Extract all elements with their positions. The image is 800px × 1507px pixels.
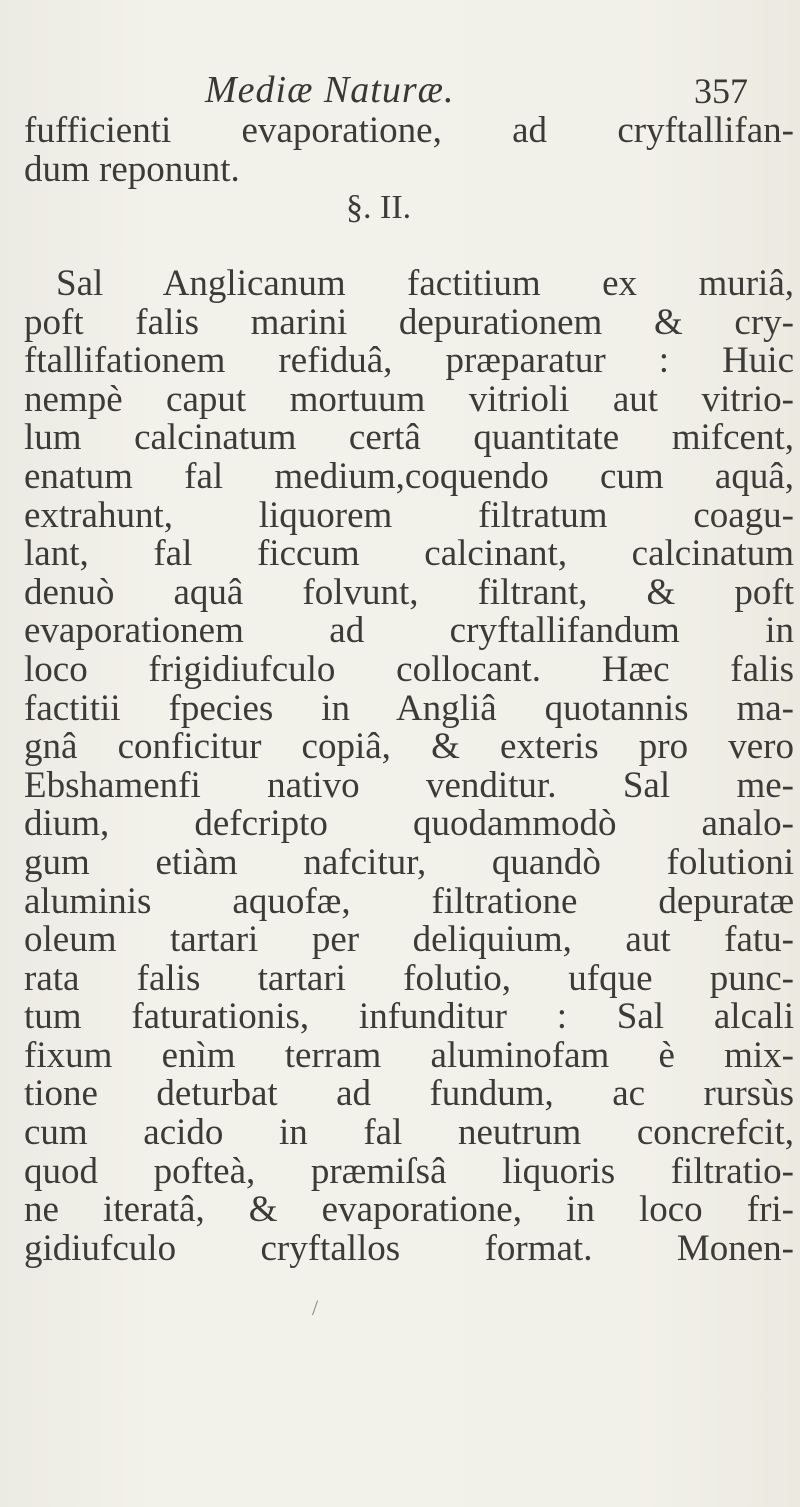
text-line: aluminis aquofæ, filtratione depuratæ xyxy=(24,880,794,922)
text-line: extrahunt, liquorem filtratum coagu- xyxy=(24,494,794,536)
text-line: gidiufculo cryftallos format. Monen- xyxy=(24,1227,794,1269)
text-line: fixum enìm terram aluminofam è mix- xyxy=(24,1034,794,1076)
text-line: cum acido in fal neutrum concrefcit, xyxy=(24,1112,794,1154)
text-line: denuò aquâ folvunt, filtrant, & poft xyxy=(24,571,794,613)
text-line: rata falis tartari folutio, ufque punc- xyxy=(24,957,794,999)
running-head: Mediæ Naturæ. xyxy=(205,69,455,111)
text-line: dium, defcripto quodammodò analo- xyxy=(24,803,794,845)
text-line: Sal Anglicanum factitium ex muriâ, xyxy=(56,263,794,304)
text-line: loco frigidiufculo collocant. Hæc falis xyxy=(24,648,794,690)
text-line: tione deturbat ad fundum, ac rursùs xyxy=(24,1073,794,1115)
text-line: Ebshamenfi nativo venditur. Sal me- xyxy=(24,764,794,806)
ink-mark: / xyxy=(312,1295,319,1320)
paragraph-section-2 xyxy=(24,265,794,1268)
text-line: oleum tartari per deliquium, aut fatu- xyxy=(24,919,794,961)
text-line: lum calcinatum certâ quantitate mifcent, xyxy=(24,417,794,459)
text-line: ftallifationem refiduâ, præparatur : Huic xyxy=(24,340,794,382)
text-line: tum faturationis, infunditur : Sal alcali xyxy=(24,996,794,1038)
page-header xyxy=(0,68,800,112)
text-line: enatum fal medium,coquendo cum aquâ, xyxy=(24,455,794,497)
text-line: gnâ conficitur copiâ, & exteris pro vero xyxy=(24,726,794,768)
text-line: dum reponunt. xyxy=(24,148,240,190)
text-line: lant, fal ficcum calcinant, calcinatum xyxy=(24,533,794,575)
text-line: quod pofteà, præmiſsâ liquoris filtratio- xyxy=(24,1150,794,1192)
paragraph-continuation xyxy=(24,112,794,189)
text-line: evaporationem ad cryftallifandum in xyxy=(24,610,794,652)
text-line: nempè caput mortuum vitrioli aut vitrio- xyxy=(24,378,794,420)
text-line: gum etiàm nafcitur, quandò folutioni xyxy=(24,841,794,883)
text-line: fufficienti evaporatione, ad cryftallifan- xyxy=(24,110,794,151)
section-heading: §. II. xyxy=(346,189,412,226)
text-line: poft falis marini depurationem & cry- xyxy=(24,301,794,343)
text-line: ne iteratâ, & evaporatione, in loco fri- xyxy=(24,1189,794,1231)
page-number: 357 xyxy=(694,71,748,111)
text-line: factitii fpecies in Angliâ quotannis ma- xyxy=(24,687,794,729)
